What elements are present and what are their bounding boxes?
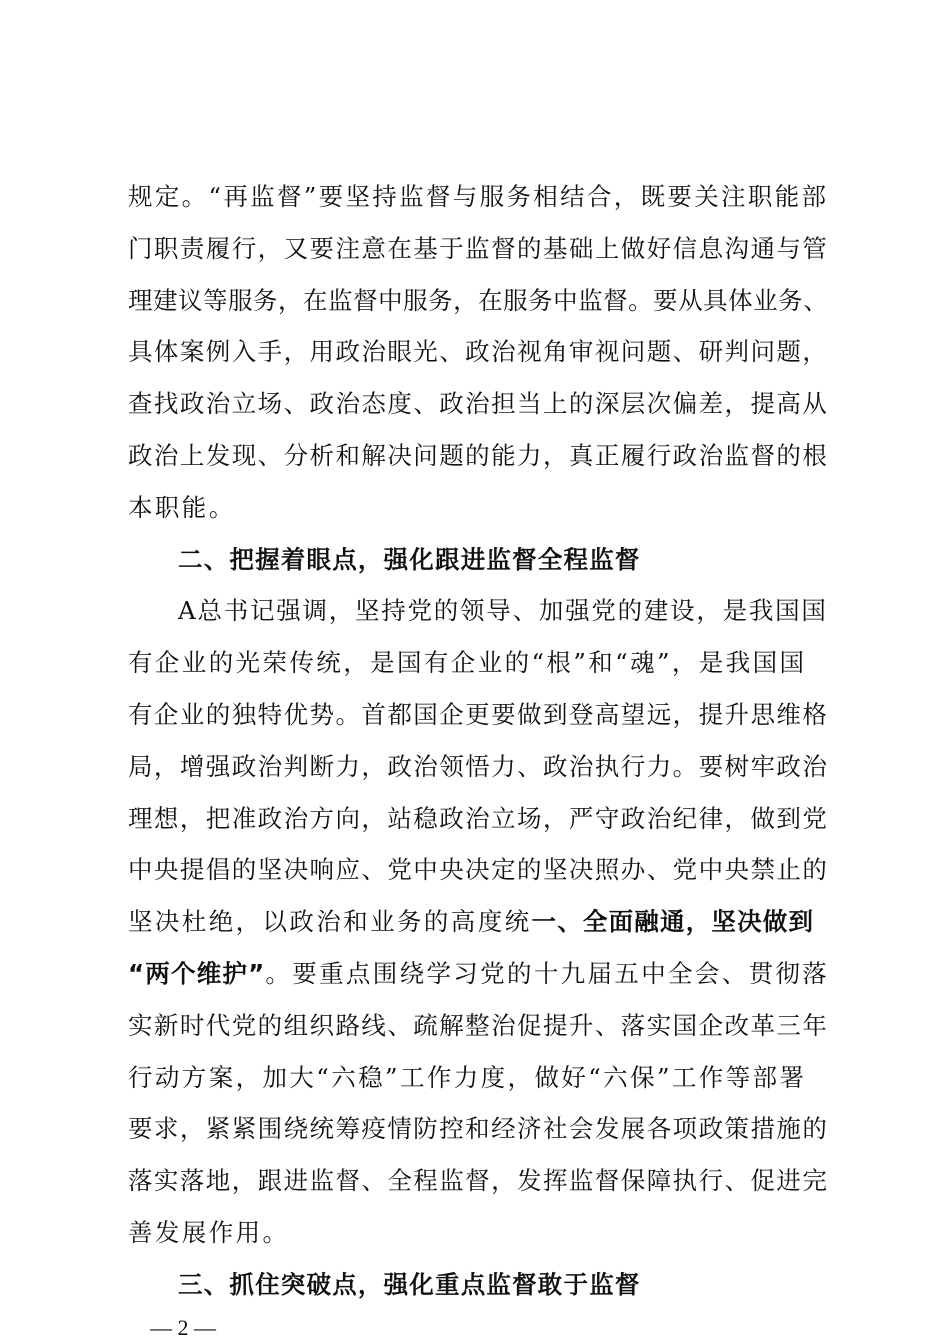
p2-line-7 [128,907,950,937]
p1-line-5: 查找政治立场、政治态度、政治担当上的深层次偏差，提高从 [128,389,829,419]
page-number: — 2 — [150,1314,216,1340]
section-heading-3: 三、抓住突破点，强化重点监督敢于监督 [178,1269,641,1299]
p2-line-7-normal: 坚决杜绝，以政治和业务的高度统 [128,907,532,937]
p2-line-3: 有企业的独特优势。首都国企更要做到登高望远，提升思维格 [128,700,829,729]
p2-line-10: 行动方案，加大“六稳”工作力度，做好“六保”工作等部署 [128,1062,807,1092]
p2-line-12: 落实落地，跟进监督、全程监督，发挥监督保障执行、促进完 [128,1166,829,1196]
p2-line-9: 实新时代党的组织路线、疏解整治促提升、落实国企改革三年 [128,1010,829,1040]
p2-line-1: A总书记强调，坚持党的领导、加强党的建设，是我国国 [178,596,828,626]
p2-line-5: 理想，把准政治方向，站稳政治立场，严守政治纪律，做到党 [128,803,829,833]
p2-line-7-bold: 一、全面融通，坚决做到 [531,907,815,937]
p2-line-4: 局，增强政治判断力，政治领悟力、政治执行力。要树牢政治 [128,751,829,781]
p1-line-2: 门职责履行，又要注意在基于监督的基础上做好信息沟通与管 [128,233,829,263]
p2-line-6: 中央提倡的坚决响应、党中央决定的坚决照办、党中央禁止的 [128,855,829,885]
p2-line-13: 善发展作用。 [128,1218,290,1247]
p2-line-2: 有企业的光荣传统，是国有企业的“根”和“魂”，是我国国 [128,648,807,678]
p2-line-11: 要求，紧紧围绕统筹疫情防控和经济社会发展各项政策措施的 [128,1114,829,1144]
p2-line-8-normal: 。要重点围绕学习党的十九届五中全会、贯彻落 [265,959,830,988]
p2-line-8 [128,959,950,989]
section-heading-2: 二、把握着眼点，强化跟进监督全程监督 [178,544,641,574]
p1-line-7: 本职能。 [128,492,236,522]
p1-line-6: 政治上发现、分析和解决问题的能力，真正履行政治监督的根 [128,441,829,470]
p1-line-4: 具体案例入手，用政治眼光、政治视角审视问题、研判问题， [128,337,829,367]
p1-line-1: 规定。“再监督”要坚持监督与服务相结合，既要关注职能部 [128,182,829,211]
p2-line-8-bold: “两个维护” [128,959,266,988]
p1-line-3: 理建议等服务，在监督中服务，在服务中监督。要从具体业务、 [128,285,829,315]
